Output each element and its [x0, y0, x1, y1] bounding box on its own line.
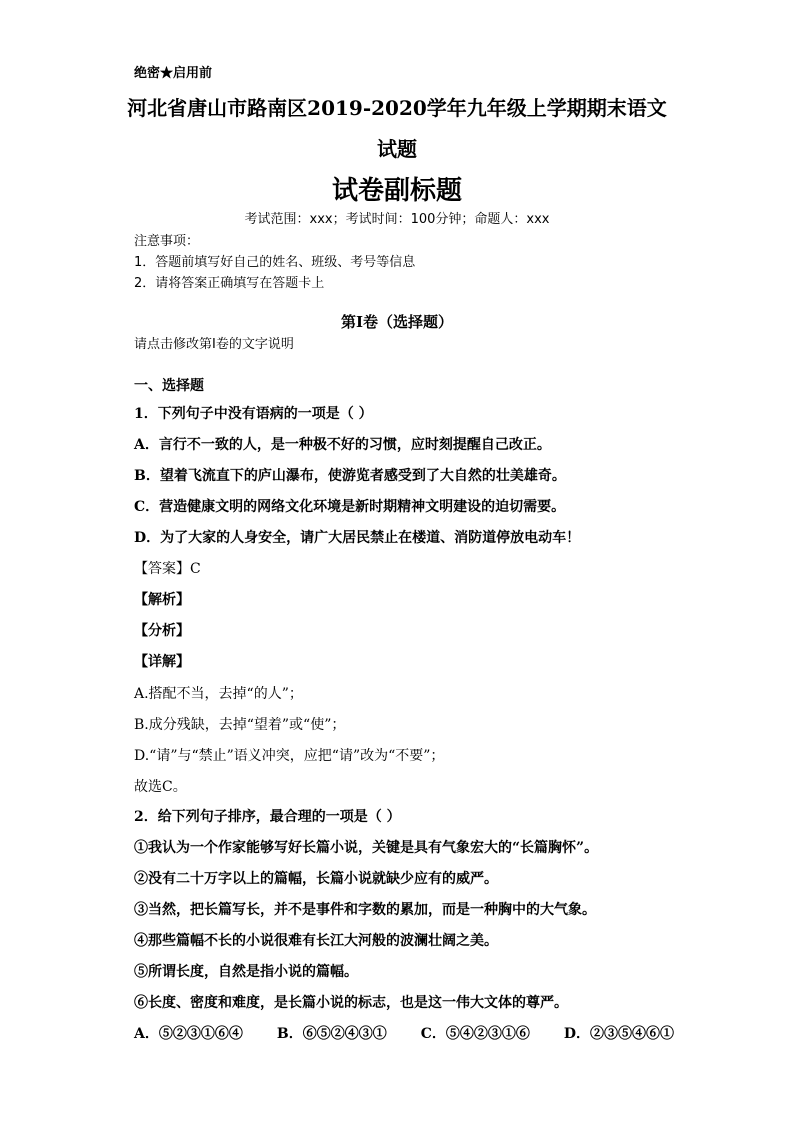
question-1-option-b: B．望着飞流直下的庐山瀑布，使游览者感受到了大自然的壮美雄奇。 — [134, 468, 566, 484]
detail-line: A.搭配不当，去掉“的人”； — [134, 686, 303, 702]
volume-instruction[interactable]: 请点击修改第I卷的文字说明 — [134, 337, 294, 352]
question-1-option-a: A．言行不一致的人，是一种极不好的习惯，应时刻提醒自己改正。 — [134, 437, 551, 453]
question-2-sentence: ②没有二十万字以上的篇幅，长篇小说就缺少应有的威严。 — [134, 871, 498, 887]
question-1-option-d: D．为了大家的人身安全，请广大居民禁止在楼道、消防道停放电动车！ — [134, 530, 581, 546]
fenxi-label: 【分析】 — [134, 623, 190, 639]
analysis-label: 【解析】 — [134, 592, 190, 608]
detail-line: 故选C。 — [134, 779, 187, 795]
document-subtitle: 试卷副标题 — [331, 176, 462, 206]
question-2-sentence: ③当然，把长篇写长，并不是事件和字数的累加，而是一种胸中的大气象。 — [134, 902, 596, 918]
detail-label: 【详解】 — [134, 654, 190, 670]
secret-label: 绝密★启用前 — [134, 66, 213, 81]
question-1-option-c: C．营造健康文明的网络文化环境是新时期精神文明建设的迫切需要。 — [134, 499, 566, 515]
answer-label: 【答案】C — [134, 561, 201, 577]
notes-heading: 注意事项： — [134, 234, 200, 249]
question-2-sentence: ⑤所谓长度，自然是指小说的篇幅。 — [134, 964, 358, 980]
exam-info: 考试范围：xxx；考试时间：100分钟；命题人：xxx — [244, 212, 550, 227]
detail-line: B.成分残缺，去掉“望着”或“使”； — [134, 717, 346, 733]
question-2-option-a: A．⑤②③①⑥④ — [134, 1026, 243, 1042]
question-2-sentence: ④那些篇幅不长的小说很难有长江大河般的波澜壮阔之美。 — [134, 933, 498, 949]
section-heading: 一、选择题 — [134, 378, 204, 394]
notes-item: 2．请将答案正确填写在答题卡上 — [134, 276, 325, 291]
question-2-stem: 2．给下列句子排序，最合理的一项是（ ） — [134, 809, 401, 825]
detail-line: D.“请”与“禁止”语义冲突，应把“请”改为“不要”； — [134, 748, 445, 764]
document-title-line1: 河北省唐山市路南区2019-2020学年九年级上学期期末语文 — [127, 96, 667, 120]
question-2-option-c: C．⑤④②③①⑥ — [420, 1026, 530, 1042]
notes-item: 1．答题前填写好自己的姓名、班级、考号等信息 — [134, 255, 416, 270]
question-2-option-d: D．②③⑤④⑥① — [563, 1026, 674, 1042]
question-2-sentence: ⑥长度、密度和难度，是长篇小说的标志，也是这一伟大文体的尊严。 — [134, 995, 568, 1011]
volume-title: 第I卷（选择题） — [340, 313, 454, 331]
question-2-sentence: ①我认为一个作家能够写好长篇小说，关键是具有气象宏大的“长篇胸怀”。 — [134, 840, 599, 856]
question-1-stem: 1．下列句子中没有语病的一项是（ ） — [134, 406, 373, 422]
document-title-line2: 试题 — [377, 137, 417, 161]
question-2-option-b: B．⑥⑤②④③① — [276, 1026, 387, 1042]
question-2-options — [134, 1023, 674, 1043]
